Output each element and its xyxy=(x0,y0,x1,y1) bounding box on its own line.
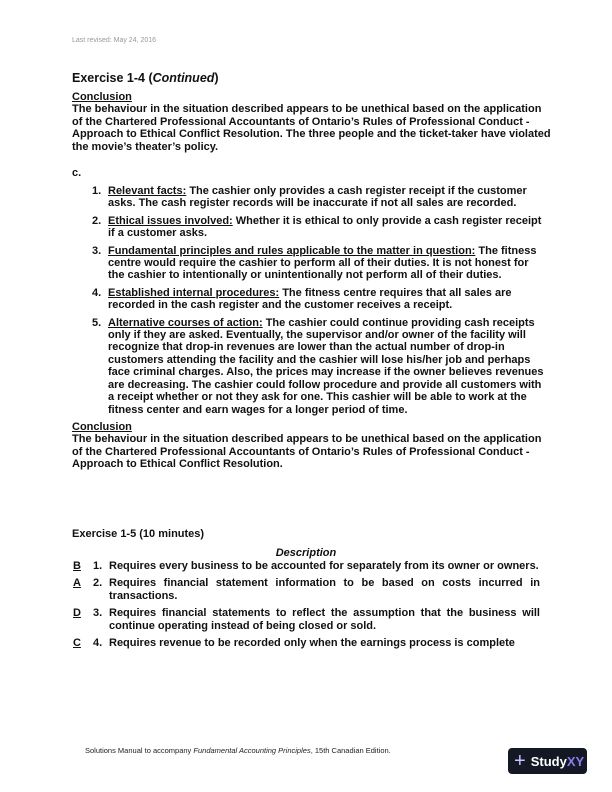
item-number: 1. xyxy=(93,560,103,572)
item-text: Requires every business to be accounted for separately from its owner or owners. xyxy=(109,560,539,572)
studyxy-badge[interactable] xyxy=(508,748,587,774)
list-item xyxy=(92,185,547,210)
list-item xyxy=(73,560,540,572)
part-c-list xyxy=(92,185,547,421)
footer xyxy=(85,746,391,755)
plus-icon: + xyxy=(514,750,526,772)
item-text: Requires financial statement information to be based on costs incurred in transactions. xyxy=(109,577,540,602)
title-text: Exercise 1-4 ( xyxy=(72,71,153,85)
item-label: Ethical issues involved: xyxy=(108,214,233,227)
answer-letter: B xyxy=(73,560,81,572)
item-number: 5. xyxy=(92,316,102,329)
list-item xyxy=(92,215,547,240)
conclusion-heading: Conclusion xyxy=(72,91,132,103)
item-number: 4. xyxy=(92,286,102,299)
brand-text: Study xyxy=(530,753,567,769)
item-number: 2. xyxy=(92,214,102,227)
description-heading: Description xyxy=(275,547,337,559)
part-c-label: c. xyxy=(72,167,82,179)
list-item xyxy=(92,317,547,416)
brand-name xyxy=(531,754,584,769)
item-number: 2. xyxy=(93,577,103,590)
conclusion-text: The behaviour in the situation described appears to be unethical based on the application of the Chartered Professional Accountants of Ontario’s Rules of Professional Conduct - Approach to Ethical Conflict Resolution. The three people and the ticket-taker have violated the movie’s theater’s policy. xyxy=(72,103,551,153)
item-text: Requires financial statements to reflect the assumption that the business will continue operating instead of being closed or sold. xyxy=(109,607,540,632)
item-text: Whether it is ethical to only provide a cash register receipt if a customer asks. xyxy=(108,214,542,240)
item-number: 1. xyxy=(92,185,102,197)
conclusion-2-block xyxy=(72,421,552,471)
answer-letter: C xyxy=(73,637,81,650)
footer-prefix: Solutions Manual to accompany xyxy=(85,746,194,755)
footer-suffix: , 15th Canadian Edition. xyxy=(310,746,391,755)
item-text: Requires revenue to be recorded only when the earnings process is complete xyxy=(109,637,515,650)
title-end: ) xyxy=(214,71,219,85)
item-label: Alternative courses of action: xyxy=(108,316,263,329)
conclusion-2-text: The behaviour in the situation described appears to be unethical based on the application of the Chartered Professional Accountants of Ontario’s Rules of Professional Conduct - Approach to Ethical Conflict Resolution. xyxy=(72,433,542,471)
item-number: 3. xyxy=(93,607,103,620)
brand-accent-text: XY xyxy=(566,753,585,769)
conclusion-block xyxy=(72,91,552,153)
description-list xyxy=(73,560,540,654)
list-item xyxy=(92,287,547,312)
exercise-1-5-title: Exercise 1-5 (10 minutes) xyxy=(72,528,205,540)
item-label: Relevant facts: xyxy=(108,185,187,197)
answer-letter: D xyxy=(73,607,81,620)
item-text: The fitness centre would require the cashier to perform all of their duties. It is not honest for the cashier to intentionally or unintentionally not perform all of their duties. xyxy=(108,244,537,282)
item-number: 3. xyxy=(92,244,102,257)
list-item xyxy=(73,607,540,632)
exercise-1-4-title xyxy=(72,71,219,85)
item-text: The cashier only provides a cash register receipt if the customer asks. The cash register records will be inaccurate if not all sales are recorded. xyxy=(108,185,527,210)
item-label: Established internal procedures: xyxy=(108,286,280,299)
item-text: The fitness centre requires that all sales are recorded in the cash register and the customer receives a receipt. xyxy=(108,286,512,312)
list-item xyxy=(92,245,547,282)
item-text: The cashier could continue providing cash receipts only if they are asked. Eventually, the supervisor and/or owner of the facility will recognize that drop-in revenues are lower than the actual number of drop-in customers attending the facility and the cashier will lose his/her job and perhaps face criminal charges. Also, the prices may increase if the owner believes revenues are decreasing. The cashier could follow procedure and provide all customers with a receipt whether or not they ask for one. This cashier will be able to work at the fitness center and earn wages for a longer period of time. xyxy=(108,316,544,416)
answer-letter: A xyxy=(73,577,81,590)
list-item xyxy=(73,637,540,649)
conclusion-2-heading: Conclusion xyxy=(72,421,132,433)
item-number: 4. xyxy=(93,637,103,650)
title-italic: Continued xyxy=(152,71,215,85)
footer-book-title: Fundamental Accounting Principles xyxy=(193,746,311,755)
list-item xyxy=(73,577,540,602)
last-revised-header: Last revised: May 24, 2016 xyxy=(72,37,157,44)
item-label: Fundamental principles and rules applicable to the matter in question: xyxy=(108,244,476,257)
